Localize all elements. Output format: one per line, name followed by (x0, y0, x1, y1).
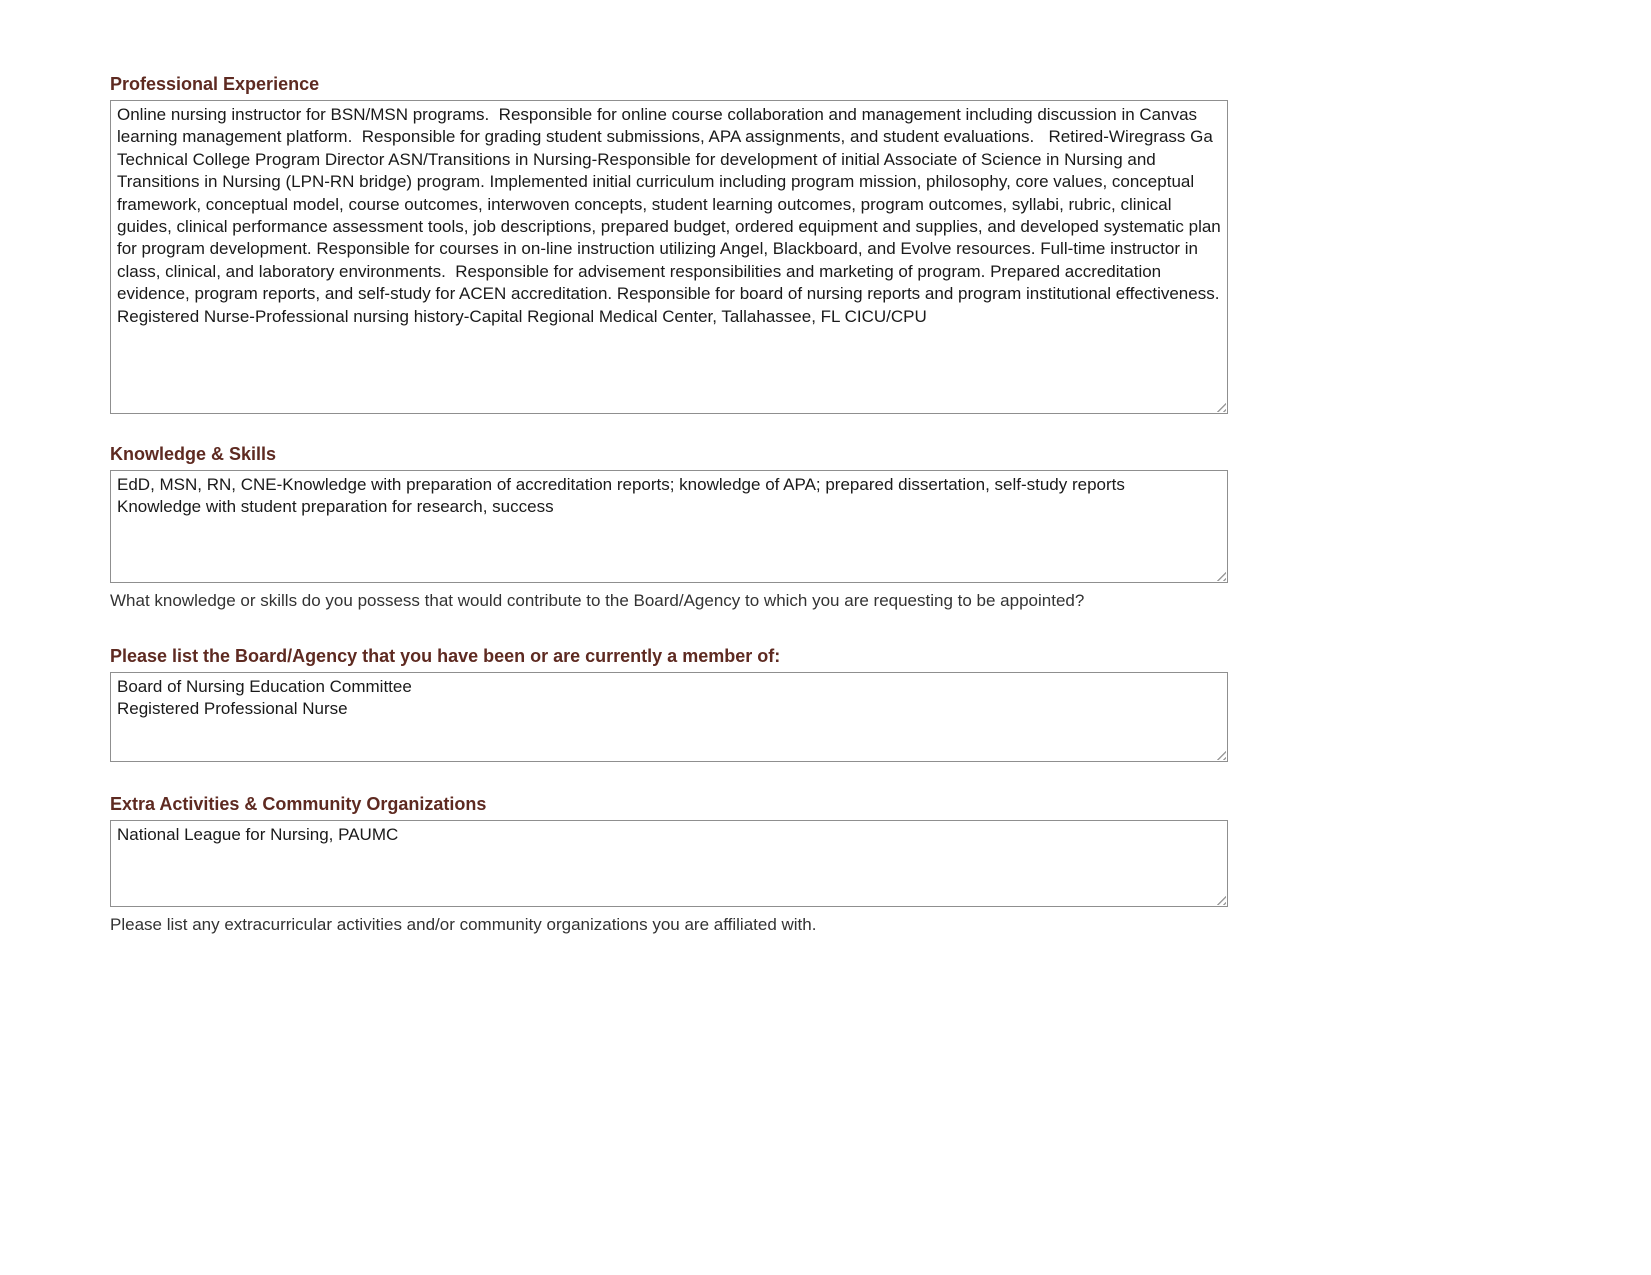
section-board-agency-membership (110, 647, 1651, 762)
section-knowledge-skills (110, 445, 1651, 610)
knowledge-skills-field-wrap (110, 470, 1228, 583)
extra-activities-textarea[interactable] (110, 820, 1228, 907)
extra-activities-field-wrap (110, 820, 1228, 907)
professional-experience-textarea[interactable] (110, 100, 1228, 414)
section-professional-experience (110, 75, 1651, 414)
section-extra-activities (110, 795, 1651, 934)
knowledge-skills-helper-text: What knowledge or skills do you possess that would contribute to the Board/Agency to which you are requesting to be appointed? (110, 591, 1085, 610)
professional-experience-field-wrap (110, 100, 1228, 414)
extra-activities-label: Extra Activities & Community Organizations (110, 794, 487, 814)
knowledge-skills-textarea[interactable] (110, 470, 1228, 583)
board-agency-membership-label: Please list the Board/Agency that you have been or are currently a member of: (110, 646, 781, 666)
board-agency-membership-textarea[interactable] (110, 672, 1228, 762)
professional-experience-label: Professional Experience (110, 74, 320, 94)
extra-activities-helper-text: Please list any extracurricular activities and/or community organizations you are affiliated with. (110, 915, 817, 934)
knowledge-skills-label: Knowledge & Skills (110, 444, 277, 464)
board-agency-membership-field-wrap (110, 672, 1228, 762)
